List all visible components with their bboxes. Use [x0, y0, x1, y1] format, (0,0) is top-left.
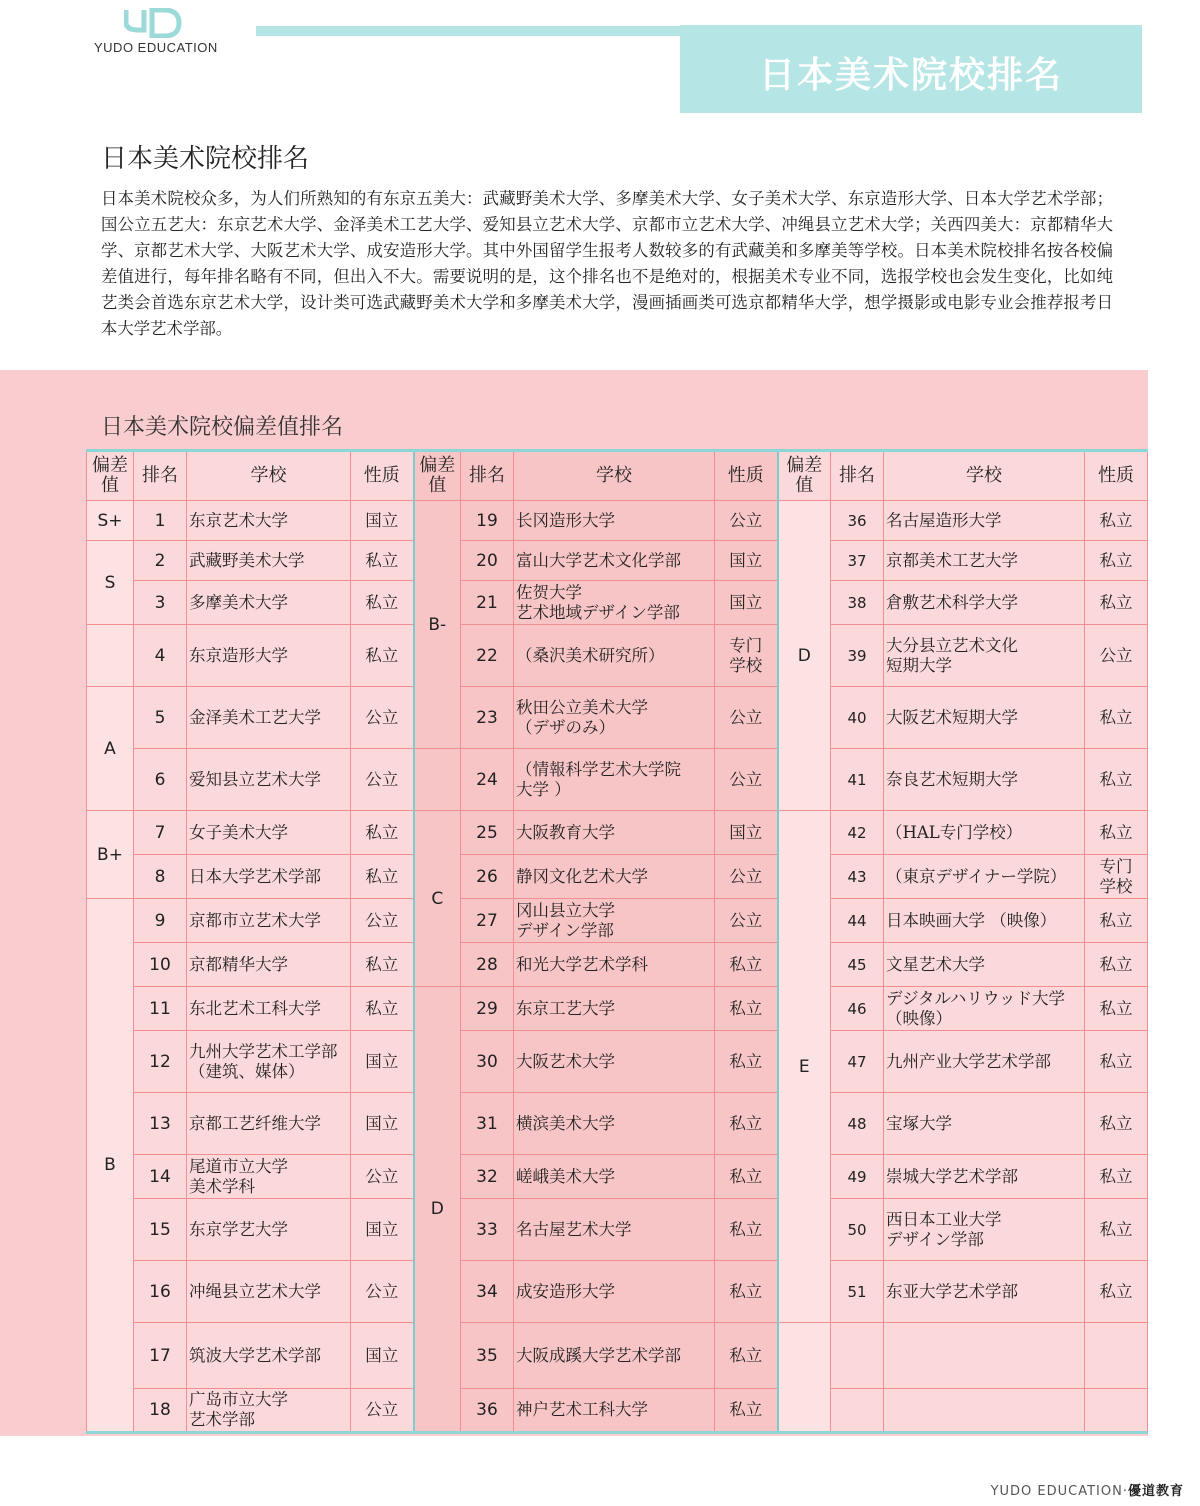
nature-cell: 私立: [351, 541, 414, 581]
header-school: 学校: [514, 451, 715, 501]
school-cell: 武藏野美术大学: [187, 541, 351, 581]
school-cell: 东北艺术工科大学: [187, 987, 351, 1031]
rank-cell: 29: [461, 987, 514, 1031]
nature-cell: 国立: [715, 811, 778, 855]
school-cell: 广岛市立大学 艺术学部: [187, 1389, 351, 1433]
nature-cell: 私立: [1085, 1031, 1148, 1093]
rank-cell: 22: [461, 625, 514, 687]
header-school: 学校: [187, 451, 351, 501]
nature-cell: [1085, 1323, 1148, 1389]
nature-cell: 私立: [715, 1261, 778, 1323]
school-cell: 东亚大学艺术学部: [884, 1261, 1085, 1323]
school-cell: 崇城大学艺术学部: [884, 1155, 1085, 1199]
school-cell: 秋田公立美术大学 （デザのみ）: [514, 687, 715, 749]
nature-cell: 公立: [1085, 625, 1148, 687]
rank-cell: 21: [461, 581, 514, 625]
rank-cell: 24: [461, 749, 514, 811]
nature-cell: 公立: [715, 855, 778, 899]
nature-cell: 公立: [715, 749, 778, 811]
brand-logo: [94, 8, 224, 58]
school-cell: 女子美术大学: [187, 811, 351, 855]
school-cell: 佐贺大学 艺术地域デザイン学部: [514, 581, 715, 625]
rank-cell: [831, 1323, 884, 1389]
rank-cell: 9: [134, 899, 187, 943]
school-cell: 东京艺术大学: [187, 501, 351, 541]
school-cell: 大阪教育大学: [514, 811, 715, 855]
header-deviation: 偏差 值: [87, 451, 134, 501]
footer-brand: YUDO EDUCATION: [990, 1484, 1123, 1499]
school-cell: 宝塚大学: [884, 1093, 1085, 1155]
school-cell: 多摩美术大学: [187, 581, 351, 625]
nature-cell: 私立: [1085, 1093, 1148, 1155]
nature-cell: 私立: [351, 987, 414, 1031]
school-cell: 日本映画大学 （映像）: [884, 899, 1085, 943]
table-header-row: [87, 451, 1148, 501]
rank-cell: 40: [831, 687, 884, 749]
nature-cell: 国立: [351, 1199, 414, 1261]
school-cell: 静冈文化艺术大学: [514, 855, 715, 899]
rank-cell: 11: [134, 987, 187, 1031]
table-row: [87, 625, 1148, 687]
rank-cell: 49: [831, 1155, 884, 1199]
rank-cell: 46: [831, 987, 884, 1031]
rank-cell: 10: [134, 943, 187, 987]
rank-cell: 27: [461, 899, 514, 943]
school-cell: 西日本工业大学 デザイン学部: [884, 1199, 1085, 1261]
school-cell: 京都市立艺术大学: [187, 899, 351, 943]
nature-cell: 公立: [351, 899, 414, 943]
school-cell: 九州产业大学艺术学部: [884, 1031, 1085, 1093]
nature-cell: 公立: [351, 1389, 414, 1433]
table-row: [87, 541, 1148, 581]
school-cell: 九州大学艺术工学部 （建筑、媒体）: [187, 1031, 351, 1093]
table-row: [87, 501, 1148, 541]
deviation-group: S: [87, 541, 134, 625]
header-nature: 性质: [351, 451, 414, 501]
table-row: [87, 943, 1148, 987]
rank-cell: 39: [831, 625, 884, 687]
school-cell: 文星艺术大学: [884, 943, 1085, 987]
school-cell: 冈山县立大学 デザイン学部: [514, 899, 715, 943]
nature-cell: 私立: [351, 943, 414, 987]
school-cell: 东京工艺大学: [514, 987, 715, 1031]
rank-cell: 5: [134, 687, 187, 749]
school-cell: 京都美术工艺大学: [884, 541, 1085, 581]
nature-cell: 公立: [351, 749, 414, 811]
footer: [991, 1480, 1184, 1499]
nature-cell: [1085, 1389, 1148, 1433]
rank-cell: 18: [134, 1389, 187, 1433]
deviation-group: D: [414, 987, 461, 1433]
nature-cell: 私立: [1085, 943, 1148, 987]
school-cell: 和光大学艺术学科: [514, 943, 715, 987]
school-cell: [884, 1323, 1085, 1389]
ranking-table-title: 日本美术院校偏差值排名: [101, 415, 344, 440]
school-cell: 大阪艺术短期大学: [884, 687, 1085, 749]
rank-cell: 8: [134, 855, 187, 899]
school-cell: 神户艺术工科大学: [514, 1389, 715, 1433]
nature-cell: 私立: [1085, 987, 1148, 1031]
nature-cell: 私立: [1085, 581, 1148, 625]
school-cell: 金泽美术工艺大学: [187, 687, 351, 749]
nature-cell: 公立: [715, 687, 778, 749]
rank-cell: 38: [831, 581, 884, 625]
header-school: 学校: [884, 451, 1085, 501]
school-cell: 京都精华大学: [187, 943, 351, 987]
table-row: [87, 1199, 1148, 1261]
school-cell: 嵯峨美术大学: [514, 1155, 715, 1199]
table-row: [87, 687, 1148, 749]
rank-cell: 1: [134, 501, 187, 541]
deviation-group: [778, 1323, 831, 1433]
rank-cell: 30: [461, 1031, 514, 1093]
rank-cell: 31: [461, 1093, 514, 1155]
rank-cell: 16: [134, 1261, 187, 1323]
nature-cell: 私立: [1085, 1199, 1148, 1261]
nature-cell: 国立: [351, 1093, 414, 1155]
table-row: [87, 1093, 1148, 1155]
school-cell: 富山大学艺术文化学部: [514, 541, 715, 581]
rank-cell: 47: [831, 1031, 884, 1093]
rank-cell: 44: [831, 899, 884, 943]
table-row: [87, 1389, 1148, 1433]
brand-name: YUDO EDUCATION: [94, 40, 218, 55]
nature-cell: 私立: [1085, 541, 1148, 581]
nature-cell: 公立: [351, 1155, 414, 1199]
table-row: [87, 1261, 1148, 1323]
rank-cell: 4: [134, 625, 187, 687]
deviation-group: [87, 625, 134, 687]
school-cell: 筑波大学艺术学部: [187, 1323, 351, 1389]
rank-cell: [831, 1389, 884, 1433]
rank-cell: 23: [461, 687, 514, 749]
nature-cell: 私立: [715, 987, 778, 1031]
school-cell: 日本大学艺术学部: [187, 855, 351, 899]
header-nature: 性质: [1085, 451, 1148, 501]
deviation-group: D: [778, 501, 831, 811]
school-cell: （桑沢美术研究所）: [514, 625, 715, 687]
rank-cell: 26: [461, 855, 514, 899]
rank-cell: 43: [831, 855, 884, 899]
deviation-group: B-: [414, 501, 461, 749]
nature-cell: 私立: [351, 581, 414, 625]
nature-cell: 私立: [715, 1155, 778, 1199]
nature-cell: 私立: [1085, 811, 1148, 855]
ranking-table: [86, 449, 1148, 1434]
deviation-group: C: [414, 811, 461, 987]
table-row: [87, 811, 1148, 855]
header-rank: 排名: [134, 451, 187, 501]
nature-cell: 私立: [715, 1389, 778, 1433]
header-nature: 性质: [715, 451, 778, 501]
nature-cell: 私立: [1085, 749, 1148, 811]
nature-cell: 公立: [351, 687, 414, 749]
school-cell: （東京デザイナー学院）: [884, 855, 1085, 899]
table-row: [87, 749, 1148, 811]
rank-cell: 20: [461, 541, 514, 581]
school-cell: 爱知县立艺术大学: [187, 749, 351, 811]
school-cell: 东京造形大学: [187, 625, 351, 687]
rank-cell: 42: [831, 811, 884, 855]
rank-cell: 3: [134, 581, 187, 625]
nature-cell: 私立: [715, 1031, 778, 1093]
nature-cell: 专门 学校: [1085, 855, 1148, 899]
school-cell: 尾道市立大学 美术学科: [187, 1155, 351, 1199]
rank-cell: 12: [134, 1031, 187, 1093]
school-cell: 大分县立艺术文化 短期大学: [884, 625, 1085, 687]
school-cell: 冲绳县立艺术大学: [187, 1261, 351, 1323]
nature-cell: 专门 学校: [715, 625, 778, 687]
nature-cell: 私立: [1085, 687, 1148, 749]
deviation-group: B: [87, 899, 134, 1433]
nature-cell: 公立: [351, 1261, 414, 1323]
nature-cell: 国立: [351, 501, 414, 541]
header-deviation: 偏差 值: [414, 451, 461, 501]
header-rank: 排名: [461, 451, 514, 501]
school-cell: 京都工艺纤维大学: [187, 1093, 351, 1155]
nature-cell: 公立: [715, 899, 778, 943]
rank-cell: 41: [831, 749, 884, 811]
nature-cell: 私立: [715, 1093, 778, 1155]
rank-cell: 17: [134, 1323, 187, 1389]
nature-cell: 私立: [1085, 1155, 1148, 1199]
rank-cell: 36: [831, 501, 884, 541]
nature-cell: 私立: [1085, 899, 1148, 943]
intro-heading: 日本美术院校排名: [101, 144, 310, 174]
school-cell: 成安造形大学: [514, 1261, 715, 1323]
rank-cell: 50: [831, 1199, 884, 1261]
table-row: [87, 1155, 1148, 1199]
school-cell: 大阪成蹊大学艺术学部: [514, 1323, 715, 1389]
rank-cell: 25: [461, 811, 514, 855]
school-cell: 名古屋造形大学: [884, 501, 1085, 541]
school-cell: （情報科学艺术大学院 大学 ）: [514, 749, 715, 811]
header-title-box: [680, 25, 1142, 113]
rank-cell: 48: [831, 1093, 884, 1155]
table-row: [87, 899, 1148, 943]
nature-cell: 公立: [715, 501, 778, 541]
ranking-table-wrap: [86, 449, 1148, 1434]
nature-cell: 国立: [715, 581, 778, 625]
deviation-group: S+: [87, 501, 134, 541]
nature-cell: 国立: [715, 541, 778, 581]
rank-cell: 45: [831, 943, 884, 987]
logo-mark-icon: [124, 8, 182, 38]
rank-cell: 35: [461, 1323, 514, 1389]
rank-cell: 19: [461, 501, 514, 541]
nature-cell: 国立: [351, 1031, 414, 1093]
header-deviation: 偏差 值: [778, 451, 831, 501]
deviation-group: [414, 749, 461, 811]
school-cell: 东京学艺大学: [187, 1199, 351, 1261]
intro-paragraph: 日本美术院校众多，为人们所熟知的有东京五美大：武藏野美术大学、多摩美术大学、女子美术大学、东京造形大学、日本大学艺术学部；国公立五艺大：东京艺术大学、金泽美术工艺大学、爱知县立艺术大学、京都市立艺术大学、冲绳县立艺术大学；关西四美大：京都精华大学、京都艺术大学、大阪艺术大学、成安造形大学。其中外国留学生报考人数较多的有武藏美和多摩美等学校。日本美术院校排名按各校偏差值进行，每年排名略有不同，但出入不大。需要说明的是，这个排名也不是绝对的，根据美术专业不同，选报学校也会发生变化，比如纯艺类会首选东京艺术大学，设计类可选武藏野美术大学和多摩美术大学，漫画插画类可选京都精华大学，想学摄影或电影专业会推荐报考日本大学艺术学部。: [101, 189, 1113, 338]
table-row: [87, 1031, 1148, 1093]
rank-cell: 14: [134, 1155, 187, 1199]
deviation-group: B+: [87, 811, 134, 899]
nature-cell: 私立: [1085, 1261, 1148, 1323]
rank-cell: 51: [831, 1261, 884, 1323]
school-cell: 长冈造形大学: [514, 501, 715, 541]
nature-cell: 私立: [351, 855, 414, 899]
school-cell: デジタルハリウッド大学 （映像）: [884, 987, 1085, 1031]
school-cell: 倉敷艺术科学大学: [884, 581, 1085, 625]
nature-cell: 私立: [351, 625, 414, 687]
rank-cell: 7: [134, 811, 187, 855]
table-row: [87, 581, 1148, 625]
table-row: [87, 1323, 1148, 1389]
header-accent-bar: [256, 26, 686, 36]
rank-cell: 32: [461, 1155, 514, 1199]
deviation-group: A: [87, 687, 134, 811]
nature-cell: 私立: [715, 1199, 778, 1261]
rank-cell: 6: [134, 749, 187, 811]
school-cell: （HAL专门学校）: [884, 811, 1085, 855]
nature-cell: 私立: [1085, 501, 1148, 541]
rank-cell: 2: [134, 541, 187, 581]
table-row: [87, 855, 1148, 899]
footer-chinese-name: 優道教育: [1127, 1484, 1184, 1499]
header-rank: 排名: [831, 451, 884, 501]
footer-separator: ·: [1122, 1484, 1128, 1499]
deviation-group: E: [778, 811, 831, 1323]
school-cell: [884, 1389, 1085, 1433]
rank-cell: 34: [461, 1261, 514, 1323]
nature-cell: 私立: [715, 943, 778, 987]
rank-cell: 33: [461, 1199, 514, 1261]
rank-cell: 13: [134, 1093, 187, 1155]
nature-cell: 私立: [715, 1323, 778, 1389]
rank-cell: 28: [461, 943, 514, 987]
table-row: [87, 987, 1148, 1031]
school-cell: 奈良艺术短期大学: [884, 749, 1085, 811]
rank-cell: 15: [134, 1199, 187, 1261]
rank-cell: 37: [831, 541, 884, 581]
school-cell: 名古屋艺术大学: [514, 1199, 715, 1261]
nature-cell: 国立: [351, 1323, 414, 1389]
nature-cell: 私立: [351, 811, 414, 855]
school-cell: 大阪艺术大学: [514, 1031, 715, 1093]
rank-cell: 36: [461, 1389, 514, 1433]
school-cell: 横滨美术大学: [514, 1093, 715, 1155]
page-title: 日本美术院校排名: [758, 55, 1063, 96]
